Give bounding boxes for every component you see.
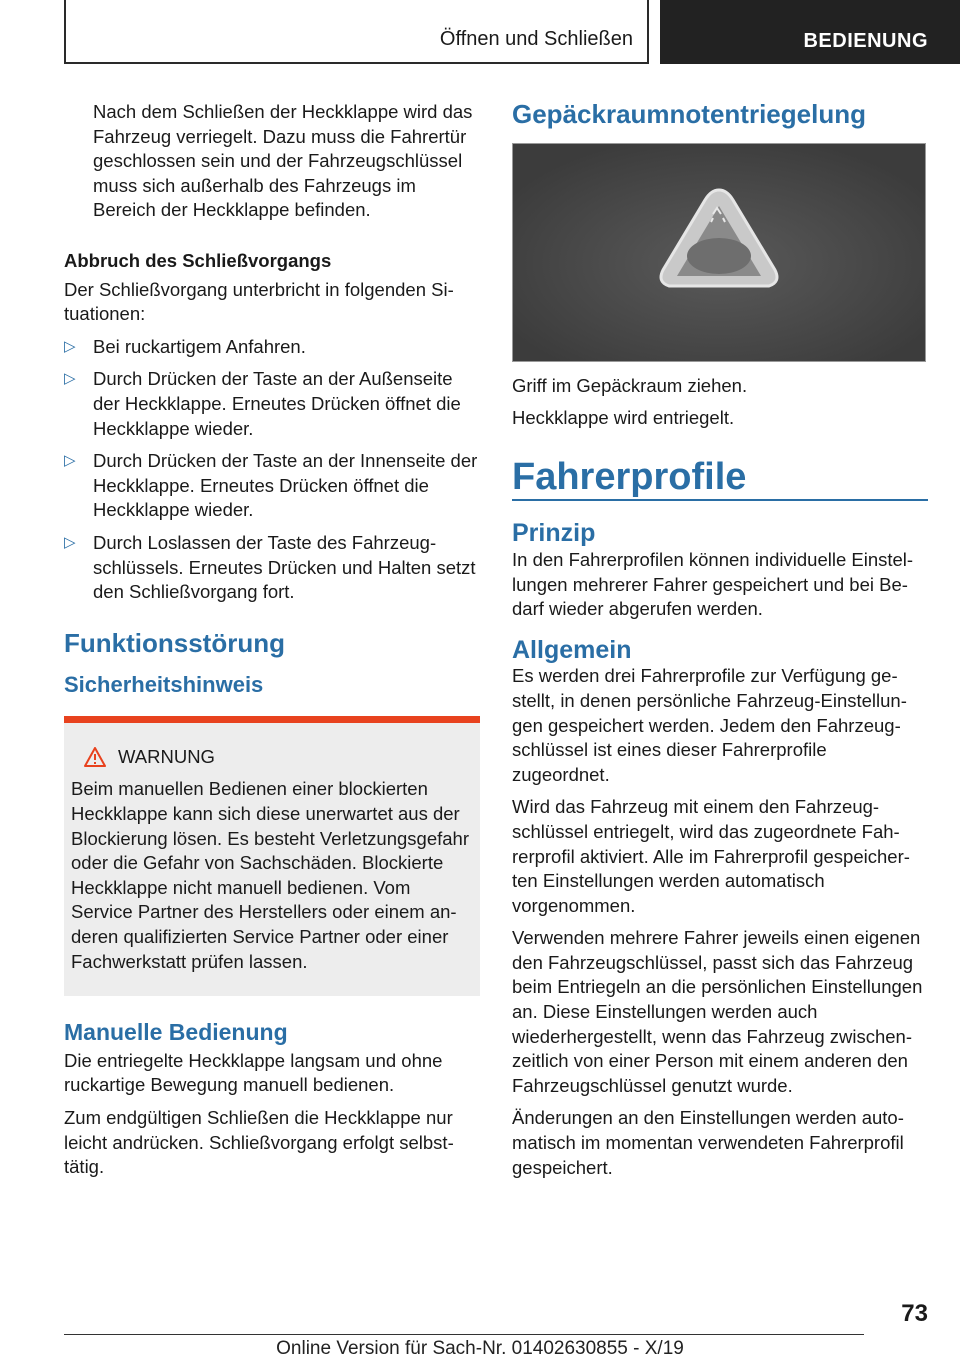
trunk-release-handle-icon <box>513 144 925 361</box>
manuell-heading: Manuelle Bedienung <box>64 1019 288 1046</box>
intro-paragraph: Nach dem Schließen der Heckklappe wird das Fahrzeug verriegelt. Dazu muss die Fahrertür geschlossen sein und der Fahrzeugschlüssel muss sich außerhalb des Fahrzeugs im Bereich der Heckklappe befinden. <box>93 101 473 221</box>
abbruch-list <box>64 335 480 605</box>
triangle-bullet-icon: ▷ <box>64 370 76 388</box>
warning-text: Beim manuellen Bedienen einer blockierten Heckklappe kann sich diese unerwartet aus der Blockierung lösen. Es besteht Verletzungsgefahr oder die Gefahr von Sachschäden. Blockierte Heckklappe nicht manuell bedienen. Vom Service Partner des Herstellers oder einem anderen qualifizierten Service Partner oder einer Fachwerkstatt prüfen lassen. <box>71 778 469 972</box>
gepaeck-heading: Gepäckraumnotentriegelung <box>512 99 866 129</box>
triangle-bullet-icon: ▷ <box>64 452 76 470</box>
gepaeck-paragraph-2: Heckklappe wird entriegelt. <box>512 407 735 429</box>
triangle-bullet-icon: ▷ <box>64 337 76 355</box>
warning-triangle-icon <box>84 747 106 767</box>
warning-box <box>64 716 480 996</box>
allgemein-heading: Allgemein <box>512 635 632 664</box>
list-item: ▷ Durch Loslassen der Taste des Fahrzeugschlüssels. Erneutes Drücken und Halten setzt den Schließvorgang fort. <box>64 531 476 603</box>
list-item: ▷ Durch Drücken der Taste an der Innenseite der Heckklappe. Erneutes Drücken öffnet die Heckklappe wieder. <box>64 450 478 521</box>
right-column <box>512 100 928 1180</box>
triangle-bullet-icon: ▷ <box>64 533 76 551</box>
header-chapter-title: BEDIENUNG <box>803 30 928 52</box>
page-number: 73 <box>901 1300 928 1327</box>
abbruch-paragraph: Der Schließvorgang unterbricht in folgenden Situationen: <box>64 278 454 325</box>
allgemein-paragraph-2: Wird das Fahrzeug mit einem den Fahrzeugschlüssel entriegelt, wird das zugeordnete Fahrerprofil aktiviert. Alle im Fahrerprofil gespeicherten Einstellungen werden automatisch vorgenommen. <box>512 796 910 916</box>
list-item: ▷ Bei ruckartigem Anfahren. <box>64 335 480 360</box>
header-section-title: Öffnen und Schließen <box>439 28 633 50</box>
left-column <box>64 100 480 1180</box>
manuell-paragraph-1: Die entriegelte Heckklappe langsam und ohne ruckartige Bewegung manuell bedienen. <box>64 1049 443 1096</box>
prinzip-heading: Prinzip <box>512 519 596 548</box>
allgemein-paragraph-3: Verwenden mehrere Fahrer jeweils einen eigenen den Fahrzeugschlüssel, passt sich das Fahrzeug beim Entriegeln an die persönlichen Einstellungen an. Diese Einstellungen werden auch wiederhergestellt, wenn das Fahrzeug zwischenzeitlich von einer Person mit einem anderen den Fahrzeugschlüssel genutzt wurde. <box>512 927 923 1096</box>
warning-title <box>71 745 472 770</box>
profile-divider <box>512 499 928 501</box>
list-item: ▷ Durch Drücken der Taste an der Außenseite der Heckklappe. Erneutes Drücken öffnet die Heckklappe wieder. <box>64 368 461 439</box>
funktion-heading: Funktionsstörung <box>64 627 285 658</box>
abbruch-heading: Abbruch des Schließvorgangs <box>64 249 332 271</box>
gepaeck-paragraph-1: Griff im Gepäckraum ziehen. <box>512 374 748 396</box>
sicherheit-heading: Sicherheitshinweis <box>64 672 264 698</box>
footer-online-version: Online Version für Sach-Nr. 01402630855 - X/19 <box>276 1338 684 1359</box>
allgemein-paragraph-1: Es werden drei Fahrerprofile zur Verfügung gestellt, in denen persönliche Fahrzeug-Einstellungen gespeichert werden. Jedem den Fahrzeugschlüssel ist eines dieser Fahrerprofile zugeordnet. <box>512 665 907 785</box>
warning-label: WARNUNG <box>118 745 215 767</box>
profile-heading: Fahrerprofile <box>512 455 747 498</box>
manuell-paragraph-2: Zum endgültigen Schließen die Heckklappe nur leicht andrücken. Schließvorgang erfolgt selbsttätig. <box>64 1107 454 1178</box>
allgemein-paragraph-4: Änderungen an den Einstellungen werden automatisch im momentan verwendeten Fahrerprofil gespeichert. <box>512 1107 904 1178</box>
footer-divider <box>64 1334 864 1335</box>
trunk-release-photo <box>512 143 926 362</box>
header-section-box <box>64 0 649 64</box>
prinzip-paragraph: In den Fahrerprofilen können individuelle Einstellungen mehrerer Fahrer gespeichert und bei Bedarf wieder abgerufen werden. <box>512 548 914 620</box>
header-chapter-box <box>660 0 960 64</box>
